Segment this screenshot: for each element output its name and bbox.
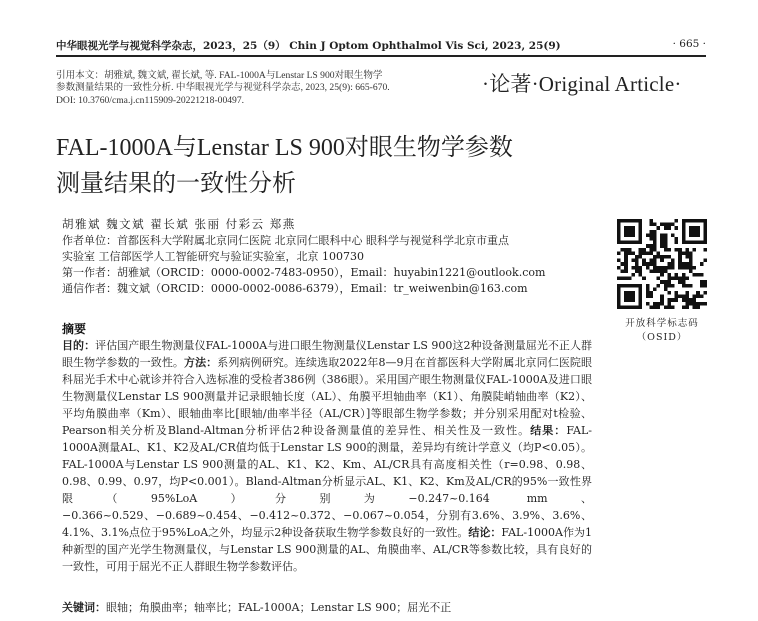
qr-caption [610,317,714,345]
article-title [56,130,616,202]
osid-qr-code[interactable] [617,219,707,309]
affiliation-line [62,233,592,249]
corresponding-author-label: 通信作者： [62,282,117,295]
first-author-line [62,265,592,281]
title-line: FAL-1000A与Lenstar LS 900对眼生物学参数 [56,135,513,161]
affiliation-block [62,233,592,297]
qr-caption-line: 开放科学标志码 [625,318,699,329]
abstract-heading: 摘要 [62,322,87,336]
running-header [56,36,706,54]
citation-line: 参数测量结果的一致性分析. 中华眼视光学与视觉科学杂志, 2023, 25(9): 665-670. [56,82,390,94]
corresponding-author-text: 魏文斌（ORCID：0000-0002-0086-6379），Email：tr_weiwenbin@163.com [117,282,528,295]
affiliation-text: 首都医科大学附属北京同仁医院 北京同仁眼科中心 眼科学与视觉科学北京市重点 [117,234,509,247]
keywords-line [62,599,622,615]
results-text: FAL-1000A测量AL、K1、K2及AL/CR值均低于Lenstar LS 900的测量，差异均有统计学意义（均P<0.05）。FAL-1000A与Lenstar LS 900测量的AL、K1、K2、Km、AL/CR具有高度相关性（r=0.98、0.98、0.98、0.99、0.97，均P<0.001）。Bland-Altman分析显示AL、K1、K2、Km及AL/CR的95%一致性界限（95%LoA）分别为−0.247~0.164 mm、−0.366~0.529、−0.689~0.454、−0.412~0.372、−0.067~0.054，分别有3.6%、3.9%、3.6%、4.1%、3.1%点位于95%LoA之外，均显示2种设备获取生物学参数良好的一致性。 [62,424,593,539]
journal-citation-header: 中华眼视光学与视觉科学杂志，2023，25（9） Chin J Optom Ophthalmol Vis Sci, 2023, 25(9) [56,40,561,52]
affiliation-label: 作者单位： [62,234,117,247]
citation-line: 引用本文：胡雅斌, 魏文斌, 翟长斌, 等. FAL-1000A与Lenstar LS 900对眼生物学 [56,70,383,81]
objective-text: 评估国产眼生物测量仪FAL-1000A与进口眼生物测量仪Lenstar LS 900这2种设备测量屈光不正人群眼生物学参数的一致性。 [62,339,593,369]
abstract-body [62,337,592,575]
doi-line: DOI: 10.3760/cma.j.cn115909-20221218-00497. [56,94,245,106]
qr-caption-line: （OSID） [636,332,688,343]
first-author-label: 第一作者： [62,266,117,279]
header-rule [56,55,706,57]
methods-label: 方法： [184,356,218,369]
keywords-label: 关键词： [62,601,106,614]
corresponding-author-line [62,281,592,297]
conclusion-text: FAL-1000A作为1种新型的国产光学生物测量仪，与Lenstar LS 900测量的AL、角膜曲率、AL/CR等参数比较，具有良好的一致性，可用于屈光不正人群眼生物学参数评估。 [62,526,593,573]
objective-label: 目的： [62,339,96,352]
article-type-label: ·论著·Original Article· [482,72,682,96]
title-line: 测量结果的一致性分析 [56,171,296,197]
page-number: · 665 · [672,38,706,50]
methods-text: 系列病例研究。连续选取2022年8—9月在首都医科大学附属北京同仁医院眼科屈光手术中心就诊并符合入选标准的受检者386例（386眼）。采用国产眼生物测量仪FAL-1000A及进口眼生物测量仪Lenstar LS 900测量并记录眼轴长度（AL）、角膜平坦轴曲率（K1）、角膜陡峭轴曲率（K2）、平均角膜曲率（Km）、眼轴曲率比[眼轴/曲率半径（AL/CR）]等眼部生物学参数；并分别采用配对t检验、Pearson相关分析及Bland-Altman分析评估2种设备测量值的差异性、相关性及一致性。 [62,356,592,437]
results-label: 结果： [530,424,567,437]
keywords-text: 眼轴；角膜曲率；轴率比；FAL-1000A；Lenstar LS 900；屈光不正 [106,601,452,614]
conclusion-label: 结论： [468,526,502,539]
affiliation-line: 实验室 工信部医学人工智能研究与验证实验室，北京 100730 [62,250,364,263]
citation-block [56,70,476,107]
first-author-text: 胡雅斌（ORCID：0000-0002-7483-0950），Email：huyabin1221@outlook.com [117,266,546,279]
author-list: 胡雅斌 魏文斌 翟长斌 张丽 付彩云 郑燕 [62,217,296,231]
